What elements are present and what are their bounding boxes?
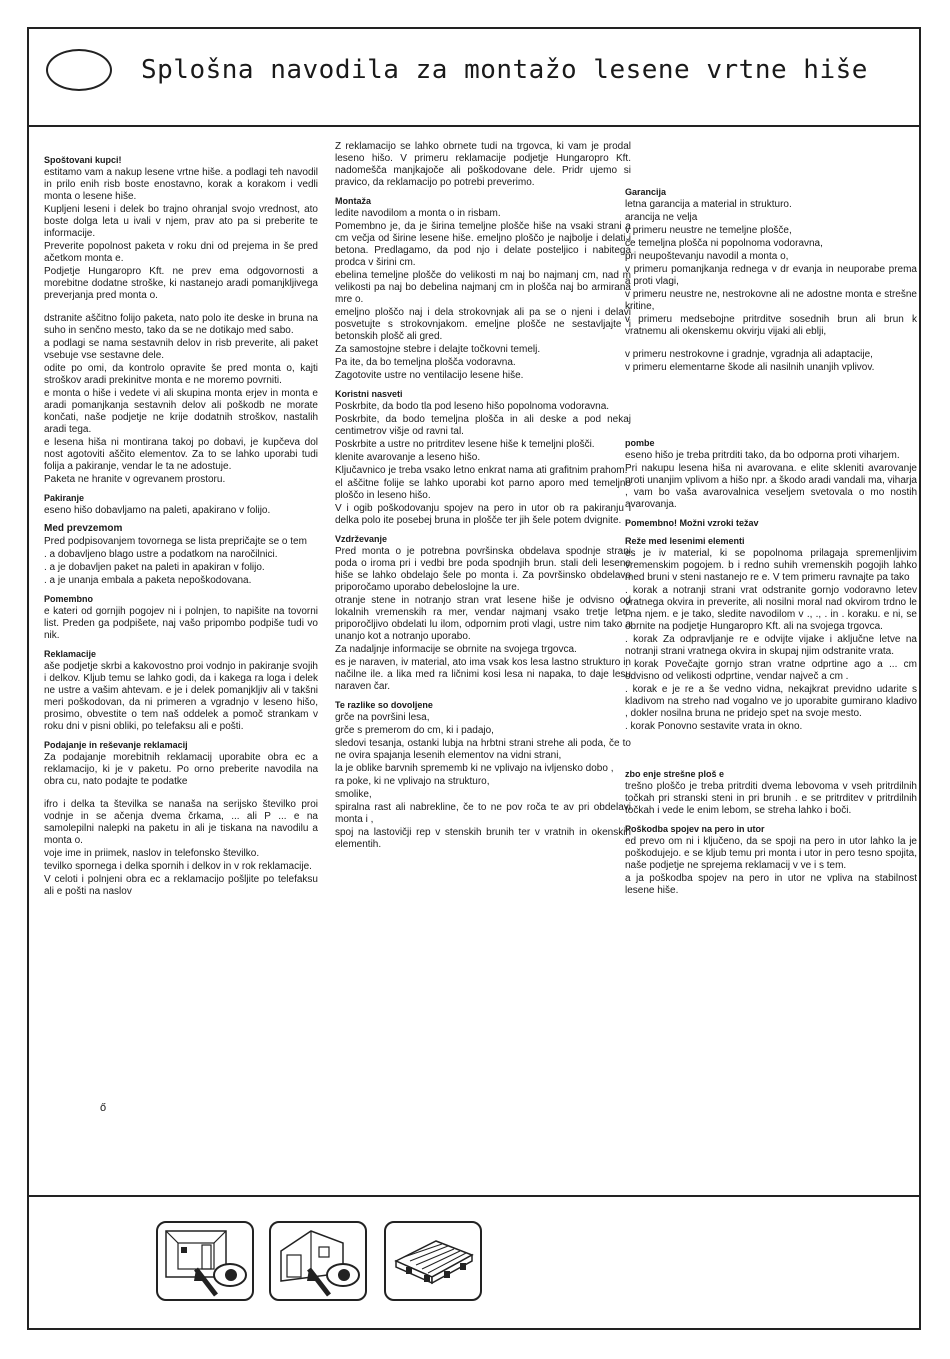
paragraph: v primeru neustre ne, nestrokovne ali ne adostne monta e strešne kritine, [625,289,917,312]
paragraph: ed prevo om ni i ključeno, da se spoji na pero in utor lahko la je poškodujejo. e se kljub temu pri monta i utor in pero tesno spojita, naše podjetje ne sprejema reklamacij v ve i s tem. [625,836,917,871]
paragraph: v primeru elementarne škode ali nasilnih unanjih vplivov. [625,362,875,373]
section-heading: pombe [625,438,655,448]
paragraph: es je iv material, ki se popolnoma prilagaja spremenljivim vremenskim pogojem. b i redno suhih vremenskih pogojih lahko med bruni v steni nastanejo re e. V tem primeru ravnajte pa tako [625,548,917,583]
paragraph: . korak Povečajte gornjo stran vratne odprtine ago a ... cm odvisno od velikosti odprtine, vendar največ a cm . [625,659,917,682]
paragraph: Ključavnico je treba vsako letno enkrat nama ati grafitnim prahom. [335,465,628,476]
paragraph: la je oblike barvnih sprememb ki ne vplivajo na ivljensko dobo , [335,763,614,774]
paragraph: Za samostojne stebre i delajte točkovni temelj. [335,344,541,355]
page-title: Splošna navodila za montažo lesene vrtne hiše [141,55,868,85]
paragraph: estitamo vam a nakup lesene vrtne hiše. a podlagi teh navodil in prilo enih risb boste enostavno, korak a korakom i vedli monta o lesene hiše. [44,167,318,202]
section-heading: Poškodba spojev na pero in utor [625,824,765,834]
paragraph: Pomembno je, da je širina temeljne plošče hiše na vsaki strani a cm večja od širine lesene hiše. emeljno ploščo je najbolje i delati i betona. Predlagamo, da pod njo i delate posteljico i nabitega prodca v širini cm. [335,221,631,268]
section-heading: Pakiranje [44,493,85,503]
spacer [625,375,917,403]
paragraph: če temeljna plošča ni popolnoma vodoravna, [625,238,823,249]
paragraph: trešno ploščo je treba pritrditi dvema lebovoma v vseh pritrdilnih točkah pri stranski steni in pri brunih . e se pritrditev v pritrdilnih točkah i vede le enim lebom, se streha lahko i boči. [625,781,917,816]
paragraph: ebelina temeljne plošče do velikosti m naj bo najmanj cm, nad m velikosti pa naj bo debelina najmanj cm in plošča naj bo armirana mre o. [335,270,631,305]
paragraph: V i ogib poškodovanju spojev na pero in utor ob ra pakiranju i delka polo ite posebej bruna in plošče ter jih šele potem dvignite. [335,503,631,526]
column-right [625,180,917,898]
paragraph: grče na površini lesa, [335,712,430,723]
spacer [44,303,318,313]
section-heading: Med prevzemom [44,523,123,534]
paragraph: v primeru neustre ne temeljne plošče, [625,225,792,236]
paragraph: . korak e je re a še vedno vidna, nekajkrat previdno udarite s kladivom na streho nad vogalno ve jo uporabite gumirano kladivo , dokler nosilna bruna ne pridejo spet na svoje mesto. [625,684,917,719]
paragraph: . a je dobavljen paket na paleti in apakiran v folijo. [44,562,265,573]
paragraph: . korak a notranji strani vrat odstranite gornjo vodoravno letev vratnega okvira in preverite, ali nosilni moral nad okvirom trdno le i na njem. e je tako, sledite navodilom v ., ., . in . koraku. e ni, se obrnite na podjetje Hungaropro Kft. ali na svojega trgovca. [625,585,917,632]
paragraph: . korak Za odpravljanje re e odvijte vijake i aključne letve na notranji strani vratnega okvira in skupaj njim odstranite vrata. [625,634,917,657]
paragraph: Za nadaljnje informacije se obrnite na svojega trgovca. [335,644,577,655]
spacer [625,403,917,431]
section-heading: Montaža [335,196,371,206]
paragraph: Preverite popolnost paketa v roku dni od prejema in še pred ačetkom monta e. [44,241,318,264]
paragraph: odite po omi, da kontrolo opravite še pred monta o, kajti stroškov aradi prekinitve monta e ne moremo povrniti. [44,363,318,386]
paragraph: e monta o hiše i vedete vi ali skupina monta erjev in monta e aradi pomanjkanja sestavnih delov ali poškodb ne morate končati, naše podjetje ne krije dodatnih stroškov, nastalih aradi tega. [44,388,318,435]
section-heading: Spoštovani kupci! [44,155,122,165]
spacer [625,339,917,349]
paragraph: klenite avarovanje a leseno hišo. [335,452,481,463]
paragraph: letna garancija a material in strukturo. [625,199,792,210]
paragraph: eseno hišo dobavljamo na paleti, apakirano v folijo. [44,505,271,516]
section-heading: zbo enje strešne ploš e [625,769,725,779]
paragraph: Poskrbite, da bodo tla pod leseno hišo popolnoma vodoravna. [335,401,610,412]
paragraph: Pa ite, da bo temeljna plošča vodoravna. [335,357,516,368]
paragraph: sledovi tesanja, ostanki lubja na hrbtni strani strehe ali poda, če to ne ovira spajanja lesenih elementov na vidni strani, [335,738,631,761]
paragraph: voje ime in priimek, naslov in telefonsko številko. [44,848,260,859]
section-heading: Pomembno [44,594,94,604]
paragraph: . a je unanja embala a paketa nepoškodovana. [44,575,252,586]
paragraph: Pred podpisovanjem tovornega se lista prepričajte se o tem [44,536,307,547]
section-heading: Garancija [625,187,667,197]
section-heading: Pomembno! Možni vzroki težav [625,518,759,528]
paragraph: eseno hišo je treba pritrditi tako, da bo odporna proti viharjem. [625,450,900,461]
paragraph: ifro i delka ta številka se nanaša na serijsko številko proi vodnje in se ačenja dvema črkama, ... ali P ... e na samolepilni nalepki na paketu in ali je tiskana na navodilu a monta o. [44,799,318,846]
paragraph: Za podajanje morebitnih reklamacij uporabite obra ec a reklamacijo, ki je v paketu. Po orno preberite navodila na obra cu, nato podajte te podatke [44,752,318,787]
header [29,29,919,127]
section-heading: Koristni nasveti [335,389,403,399]
paragraph: e kateri od gornjih pogojev ni i polnjen, to napišite na tovorni list. Preden ga podpišete, naj vašo pripombo podpiše tudi vo nik. [44,606,318,641]
paragraph: V celoti i polnjeni obra ec a reklamacijo pošljite po telefaksu ali e pošti na naslov [44,874,318,897]
paragraph: Podjetje Hungaropro Kft. ne prev ema odgovornosti a morebitne dodatne stroške, ki nastanejo aradi pomanjkljivega preverjanja pred monta o. [44,266,318,301]
paragraph: arancija ne velja [625,212,698,223]
paragraph: aše podjetje skrbi a kakovostno proi vodnjo in pakiranje svojih i delkov. Kljub temu se lahko godi, da i kakega ra loga i delek ne ustre a vašim ahtevam. e je i delek pomanjkljiv ali v takšni meri poškodovan, da ni primeren a vgradnjo v leseno hišo, prosimo, obvestite o tem naš oddelek a pomoč strankam v roku dni v pisni obliki, po telefaksu ali e pošti. [44,661,318,732]
spacer [44,789,318,799]
paragraph: el aščitne folije se lahko uporabi kot parno aporo med temeljno ploščo in leseno hišo. [335,478,631,501]
paragraph: Kupljeni leseni i delek bo trajno ohranjal svojo vrednost, ato boste dolga leta u ivali v njem, prav ato pa si preberite te informacije. [44,204,318,239]
column-middle [335,141,631,852]
paragraph: v primeru medsebojne pritrditve sosednih brun ali brun k vratnemu ali okenskemu okvirju vijaki ali eblji, [625,314,917,337]
paragraph: Paketa ne hranite v ogrevanem prostoru. [44,474,226,485]
paragraph: tevilko spornega i delka spornih i delkov in v rok reklamacije. [44,861,312,872]
paragraph: otranje stene in notranjo stran vrat lesene hiše je odvisno od lokalnih vremenskih ra mer, vendar najmanj vsako tretje leto priporočljivo obdelati lu ilom, odpornim proti vlagi, ustre nim tako a unanjo kot a notranjo uporabo. [335,595,631,642]
paragraph: es je naraven, iv material, ato ima vsak kos lesa lastno strukturo in načilne ile. a lika med ra ličnimi kosi lesa ni napaka, to daje lesu naraven čar. [335,657,631,692]
paragraph: smolike, [335,789,372,800]
paragraph: Z reklamacijo se lahko obrnete tudi na trgovca, ki vam je prodal leseno hišo. V primeru reklamacije podjetje Hungaropro Kft. nadomešča manjkajoče ali poškodovane dele. Pridr ujemo si pravico, da reklamacijo po potrebi preverimo. [335,141,631,188]
paragraph: Pri nakupu lesena hiša ni avarovana. e elite skleniti avarovanje proti unanjim vplivom a hišo npr. a škodo aradi vandali ma, viharja , vam bo vaša avarovalnica veseljem svetovala o mo nostih avarovanja. [625,463,917,510]
stray-character: ő [100,1102,107,1114]
section-heading: Reže med lesenimi elementi [625,536,745,546]
footer [29,1195,919,1330]
column-left [44,148,318,899]
paragraph: dstranite aščitno folijo paketa, nato polo ite deske in bruna na suho in senčno mesto, tako da se ne dotikajo med sabo. [44,313,318,336]
section-heading: Vzdrževanje [335,534,388,544]
paragraph: Poskrbite, da bodo temeljna plošča in ali deske a pod nekaj centimetrov višje od ravni tal. [335,414,631,437]
spacer [625,734,917,762]
paragraph: pri neupoštevanju navodil a monta o, [625,251,789,262]
pallet-icon [384,1221,482,1301]
paragraph: . a dobavljeno blago ustre a podatkom na naročilnici. [44,549,278,560]
logo-oval [46,49,112,91]
paragraph: emeljno ploščo naj i dela strokovnjak ali pa se o njeni i delavi posvetujte s strokovnjakom. emeljne plošče ne sestavljajte i betonskih plošč ali gred. [335,307,631,342]
paragraph: spiralna rast ali nabrekline, če to ne pov roča te av pri obdelavi monta i , [335,802,631,825]
paragraph: spoj na lastovičji rep v stenskih brunih ter v vratnih in okenskih elementih. [335,827,631,850]
paragraph: Zagotovite ustre no ventilacijo lesene hiše. [335,370,524,381]
interior-eye-icon [156,1221,254,1301]
paragraph: grče s premerom do cm, ki i padajo, [335,725,494,736]
section-heading: Reklamacije [44,649,97,659]
section-heading: Podajanje in reševanje reklamacij [44,740,188,750]
paragraph: ledite navodilom a monta o in risbam. [335,208,501,219]
paragraph: e lesena hiša ni montirana takoj po dobavi, je kupčeva dol nost agotoviti aščito elementov. Za to se lahko uporabi tudi folija a pakiranje, vendar le ta ne adostuje. [44,437,318,472]
paragraph: v primeru nestrokovne i gradnje, vgradnja ali adaptacije, [625,349,873,360]
paragraph: a podlagi se nama sestavnih delov in risb preverite, ali paket vsebuje vse sestavne dele. [44,338,318,361]
paragraph: v primeru pomanjkanja rednega v dr evanja in neuporabe prema a proti vlagi, [625,264,917,287]
paragraph: Pred monta o je potrebna površinska obdelava spodnje strani poda o iroma pri i vedbi bre poda spodnjih brun. stali deli lesene hiše se lahko obdelajo šele po monta i. Za površinsko obdelavo priporočamo uporabo debeloslojne la ure. [335,546,631,593]
paragraph: Poskrbite a ustre no pritrditev lesene hiše k temeljni plošči. [335,439,595,450]
section-heading: Te razlike so dovoljene [335,700,433,710]
paragraph: . korak Ponovno sestavite vrata in okno. [625,721,803,732]
house-eye-icon [269,1221,367,1301]
paragraph: a ja poškodba spojev na pero in utor ne vpliva na stabilnost lesene hiše. [625,873,917,896]
paragraph: ra poke, ki ne vplivajo na strukturo, [335,776,490,787]
